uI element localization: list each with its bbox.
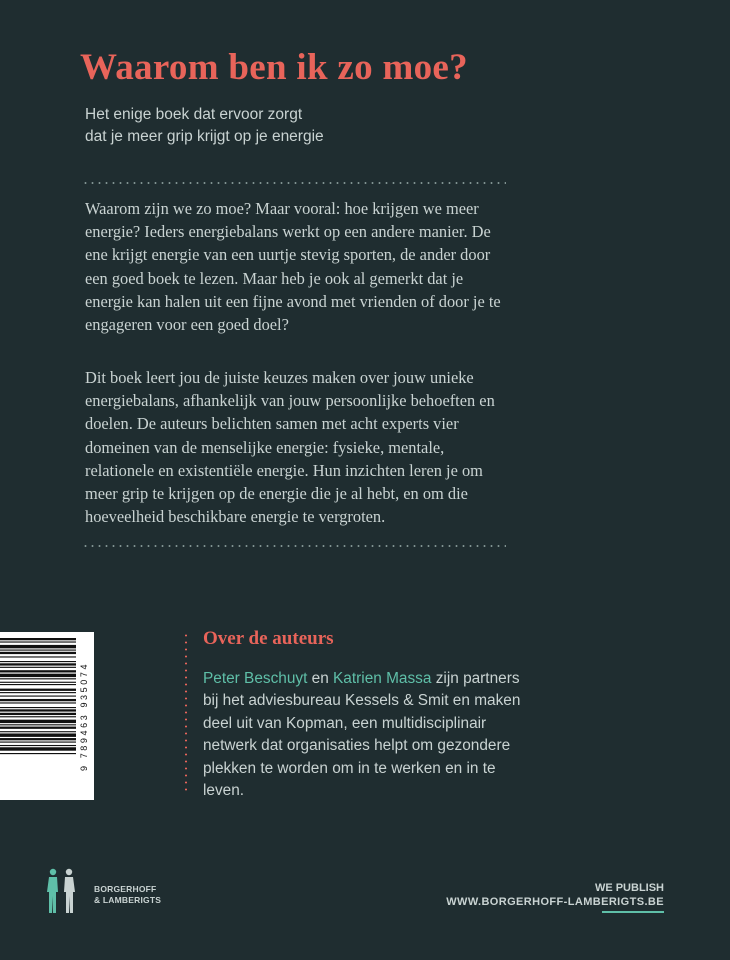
author-name-1: Peter Beschuyt <box>203 670 308 687</box>
authors-text <box>203 668 533 802</box>
barcode-bar <box>0 689 76 691</box>
barcode-bar <box>0 650 76 651</box>
barcode-bar <box>0 716 76 717</box>
publisher-info <box>446 881 664 909</box>
barcode-bar <box>0 699 76 701</box>
barcode-bar <box>0 656 76 657</box>
barcode-bar <box>0 645 76 648</box>
dotted-divider-vertical <box>185 632 187 792</box>
barcode-bar <box>0 731 76 732</box>
barcode-bar <box>0 724 76 725</box>
subtitle-line-1: Het enige boek dat ervoor zorgt <box>85 106 303 123</box>
blurb-paragraph-2: Dit boek leert jou de juiste keuzes maken over jouw unieke energiebalans, afhankelijk van jouw persoonlijke behoeften en doelen. De auteurs belichten samen met acht experts vier domeinen van de menselijke energie: fysieke, mentale, relationele en existentiële energie. Hun inzichten leren je om meer grip te krijgen op de energie die je al hebt, en om die hoeveelheid beschikbare energie te vergroten. <box>85 368 495 527</box>
barcode-bar <box>0 747 76 750</box>
barcode-bar <box>0 670 76 672</box>
barcode <box>0 632 94 800</box>
barcode-bar <box>0 709 76 711</box>
publisher-name <box>94 884 161 906</box>
dotted-divider-bottom <box>82 545 506 547</box>
barcode-bar <box>0 738 76 740</box>
barcode-bar <box>0 692 76 693</box>
barcode-bar <box>0 678 76 679</box>
blurb-paragraph-1: Waarom zijn we zo moe? Maar vooral: hoe krijgen we meer energie? Ieders energiebalans werkt op een andere manier. De ene krijgt energie van een uurtje stevig sporten, de ander door een goed boek te lezen. Maar heb je ook al gemerkt dat je energie kan halen uit een fijne avond met vrienden of door je te engageren voor een goed doel? <box>85 199 501 335</box>
barcode-bar <box>0 638 76 640</box>
publisher-name-line-1: BORGERHOFF <box>94 884 157 894</box>
barcode-bar <box>0 641 76 642</box>
barcode-bar <box>0 696 76 697</box>
authors-heading: Over de auteurs <box>203 628 334 649</box>
barcode-bar <box>0 682 76 683</box>
publisher-name-line-2: & LAMBERIGTS <box>94 895 162 905</box>
barcode-bars <box>0 632 78 800</box>
book-title: Waarom ben ik zo moe? <box>80 47 468 88</box>
barcode-bar <box>0 684 76 685</box>
book-subtitle <box>85 104 465 148</box>
barcode-bar <box>0 733 76 736</box>
subtitle-line-2: dat je meer grip krijgt op je energie <box>85 128 324 145</box>
barcode-bar <box>0 674 76 677</box>
barcode-bar <box>0 652 76 654</box>
isbn-number: 9 789463 935074 <box>79 661 89 771</box>
publisher-logo-icon <box>42 868 82 918</box>
publisher-url-underline <box>602 911 664 913</box>
barcode-bar <box>0 661 76 662</box>
authors-connector: en <box>307 670 334 687</box>
barcode-bar <box>0 745 76 746</box>
barcode-bar <box>0 720 76 723</box>
barcode-bar <box>0 667 76 668</box>
barcode-bar <box>0 727 76 729</box>
barcode-bar <box>0 713 76 715</box>
barcode-bar <box>0 707 76 708</box>
barcode-bar <box>0 663 76 665</box>
author-name-2: Katrien Massa <box>333 670 432 687</box>
barcode-bar <box>0 753 76 754</box>
publisher-tagline: WE PUBLISH <box>594 882 664 894</box>
publisher-url-link[interactable]: WWW.BORGERHOFF-LAMBERIGTS.BE <box>446 896 664 908</box>
authors-bio: zijn partners bij het adviesbureau Kessels & Smit en maken deel uit van Kopman, een multidisciplinair netwerk dat organisaties helpt om gezondere plekken te worden om in te werken en in te leven. <box>203 670 521 800</box>
dotted-divider-top <box>82 182 506 184</box>
barcode-bar <box>0 742 76 743</box>
barcode-bar <box>0 702 76 703</box>
